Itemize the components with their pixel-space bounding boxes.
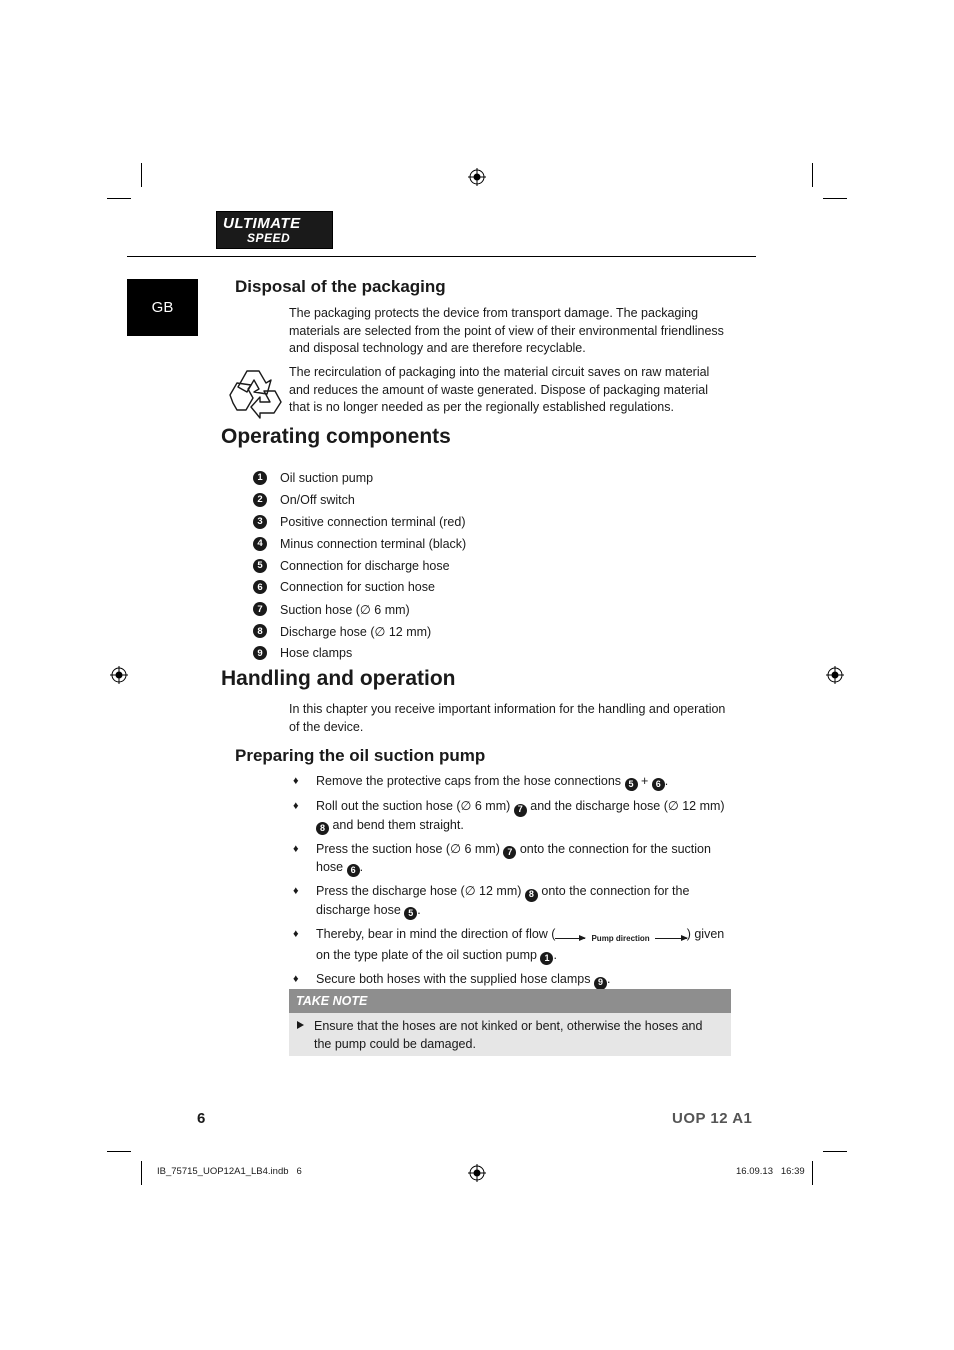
step-item: ♦ Remove the protective caps from the hose connections 5 + 6 .	[293, 773, 733, 791]
ref-badge: 6	[652, 778, 665, 791]
step-text: onto the connection for the suction hose	[316, 841, 711, 874]
ref-badge: 8	[316, 822, 329, 835]
operating-components-heading: Operating components	[221, 425, 451, 448]
item-number-badge: 9	[253, 646, 267, 660]
list-item-label: Connection for discharge hose	[280, 558, 450, 573]
list-item-label: Oil suction pump	[280, 470, 374, 485]
list-item	[253, 598, 466, 620]
disposal-heading: Disposal of the packaging	[235, 277, 446, 296]
step-text: and bend them straight.	[332, 817, 464, 832]
registration-mark-icon	[468, 1164, 486, 1182]
list-item	[253, 511, 466, 533]
list-item	[253, 467, 466, 489]
take-note-body	[289, 1013, 731, 1056]
step-item: ♦ Press the suction hose (∅ 6 mm) 7 onto the connection for the suction hose 6 .	[293, 841, 733, 878]
diamond-bullet-icon: ♦	[293, 800, 299, 813]
crop-mark	[141, 1161, 142, 1185]
disposal-paragraph-1: The packaging protects the device from transport damage. The packaging materials are selected from the point of view of their environmental friendliness and disposal technology and are therefore recyclable.	[289, 306, 724, 355]
item-number-badge: 7	[253, 602, 267, 616]
list-item-label: Suction hose (∅ 6 mm)	[280, 602, 410, 617]
step-text: Secure both hoses with the supplied hose clamps	[316, 972, 591, 987]
list-item-label: Positive connection terminal (red)	[280, 514, 466, 529]
crop-mark	[107, 198, 131, 199]
diamond-bullet-icon: ♦	[293, 885, 299, 898]
step-text: Remove the protective caps from the hose connections	[316, 774, 622, 788]
step-text: ) given on the type plate of the oil suction pump	[316, 926, 725, 962]
plus-sign: +	[641, 774, 649, 788]
item-number-badge: 1	[253, 471, 267, 485]
item-number-badge: 6	[253, 580, 267, 594]
step-item	[293, 798, 733, 835]
ref-badge: 5	[404, 907, 417, 920]
take-note-title: TAKE NOTE	[289, 989, 731, 1013]
ref-badge: 5	[625, 778, 638, 791]
list-item-label: On/Off switch	[280, 492, 355, 507]
take-note-text: Ensure that the hoses are not kinked or bent, otherwise the hoses and the pump could be damaged.	[314, 1019, 703, 1051]
ref-badge: 7	[514, 804, 527, 817]
crop-mark	[812, 1161, 813, 1185]
ref-badge: 9	[594, 977, 607, 990]
diamond-bullet-icon: ♦	[293, 842, 299, 855]
logo-line1: ULTIMATE	[223, 215, 301, 232]
crop-mark	[823, 198, 847, 199]
components-list	[253, 467, 466, 664]
arrow-line-icon	[655, 938, 687, 939]
disposal-paragraph-2: The recirculation of packaging into the material circuit saves on raw material and reduces the amount of waste generated. Dispose of packaging material that is no longer needed as per the regionally established regulations.	[289, 365, 710, 414]
list-item	[253, 489, 466, 511]
list-item	[253, 533, 466, 555]
crop-mark	[141, 163, 142, 187]
step-text: onto the connection for the discharge hose	[316, 884, 690, 917]
print-slug-file: IB_75715_UOP12A1_LB4.indb 6	[157, 1166, 302, 1177]
crop-mark	[823, 1151, 847, 1152]
ref-badge: 1	[540, 952, 553, 965]
preparation-steps	[293, 773, 733, 990]
step-text: Thereby, bear in mind the direction of flow (	[316, 926, 556, 941]
ref-badge: 6	[347, 864, 360, 877]
step-text: Press the suction hose (∅ 6 mm)	[316, 841, 500, 856]
pump-direction-arrow	[555, 930, 686, 948]
list-item-label: Discharge hose (∅ 12 mm)	[280, 624, 432, 639]
list-item	[253, 576, 466, 598]
handling-heading: Handling and operation	[221, 667, 456, 690]
brand-logo	[216, 211, 333, 249]
print-slug-date: 16.09.13 16:39	[736, 1166, 805, 1177]
diamond-bullet-icon: ♦	[293, 927, 299, 940]
ref-badge: 8	[525, 889, 538, 902]
flow-label: Pump direction	[591, 933, 650, 943]
list-item-label: Minus connection terminal (black)	[280, 536, 467, 551]
diamond-bullet-icon: ♦	[293, 973, 299, 986]
page-number: 6	[197, 1110, 206, 1127]
model-number: UOP 12 A1	[672, 1110, 753, 1127]
logo-line2: SPEED	[247, 231, 291, 245]
arrow-line-icon	[555, 938, 585, 939]
item-number-badge: 5	[253, 559, 267, 573]
item-number-badge: 2	[253, 493, 267, 507]
preparing-heading: Preparing the oil suction pump	[235, 746, 486, 765]
arrow-bullet-icon	[297, 1021, 304, 1029]
handling-intro: In this chapter you receive important information for the handling and operation of the device.	[289, 702, 726, 734]
take-note-box	[289, 989, 731, 1056]
language-tab: GB	[127, 279, 198, 336]
step-item: ♦ Press the discharge hose (∅ 12 mm) 8 onto the connection for the discharge hose 5 .	[293, 883, 733, 920]
recycle-icon	[225, 365, 285, 421]
list-item	[253, 555, 466, 577]
crop-mark	[812, 163, 813, 187]
item-number-badge: 3	[253, 515, 267, 529]
list-item	[253, 620, 466, 642]
list-item-label: Connection for suction hose	[280, 580, 435, 595]
step-text: Press the discharge hose (∅ 12 mm)	[316, 884, 522, 899]
diamond-bullet-icon: ♦	[293, 775, 299, 787]
item-number-badge: 4	[253, 537, 267, 551]
registration-mark-icon	[826, 666, 844, 684]
step-text: and the discharge hose (∅ 12 mm)	[530, 799, 725, 814]
crop-mark	[107, 1151, 131, 1152]
list-item-label: Hose clamps	[280, 646, 353, 661]
registration-mark-icon	[468, 168, 486, 186]
step-item: ♦ Thereby, bear in mind the direction of flow ( Pump direction ) given on the type plate of the oil suction pump 1 .	[293, 926, 733, 966]
registration-mark-icon	[110, 666, 128, 684]
item-number-badge: 8	[253, 624, 267, 638]
ref-badge: 7	[503, 846, 516, 859]
list-item	[253, 642, 466, 664]
header-divider	[127, 256, 756, 257]
step-item: ♦ Secure both hoses with the supplied hose clamps 9 .	[293, 971, 733, 989]
step-text: Roll out the suction hose (∅ 6 mm)	[316, 799, 511, 814]
